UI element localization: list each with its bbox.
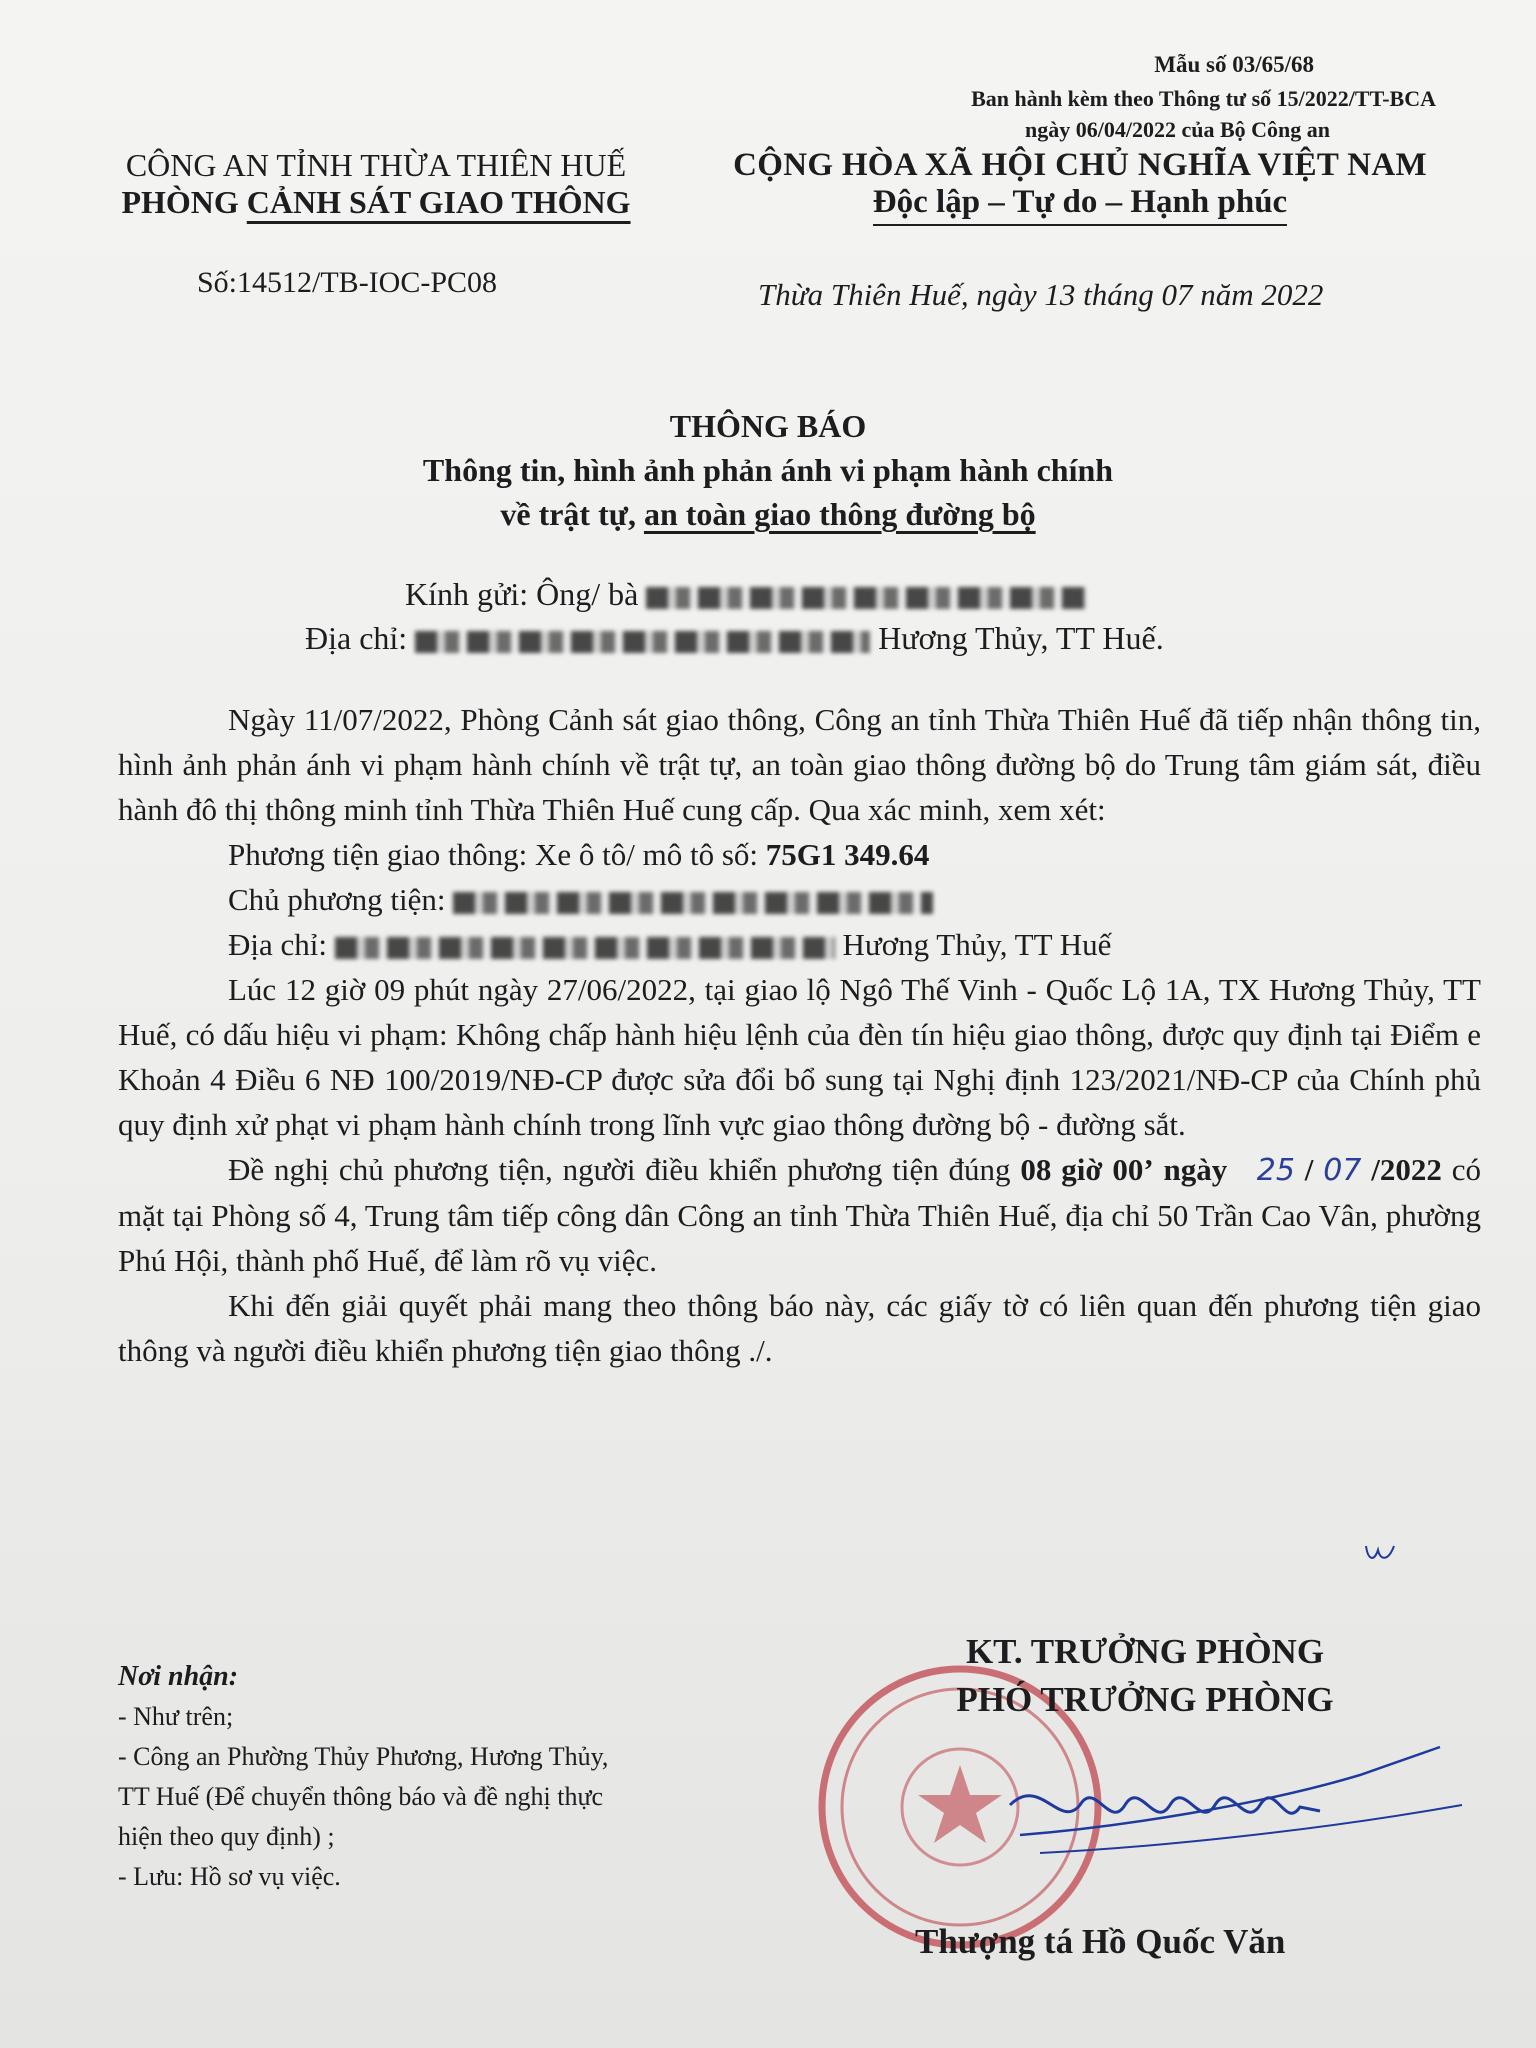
paragraph-summons: [118, 1147, 1481, 1283]
recipient-address-line: [305, 620, 1164, 657]
signer-title-2: PHÓ TRƯỞNG PHÒNG: [956, 1680, 1334, 1719]
recipient-address-tail: Hương Thủy, TT Huế.: [878, 620, 1164, 656]
nation-header: [700, 147, 1460, 221]
recipient-item: TT Huế (Để chuyển thông báo và đề nghị thực: [118, 1782, 604, 1811]
title-subject-2a: về trật tự,: [500, 496, 644, 532]
place-date: Thừa Thiên Huế, ngày 13 tháng 07 năm 2022: [758, 277, 1324, 312]
vehicle-label: Phương tiện giao thông: Xe ô tô/ mô tô số:: [228, 837, 766, 872]
summons-year: /2022: [1371, 1152, 1442, 1187]
recipient-item: - Như trên;: [118, 1702, 234, 1731]
agency-header: [86, 147, 666, 221]
signer-name: Thượng tá Hồ Quốc Văn: [915, 1922, 1286, 1961]
date-separator: /: [1294, 1152, 1324, 1187]
redacted-owner: [453, 892, 933, 914]
title-subject-2: [0, 492, 1536, 536]
summons-day-label: ngày: [1163, 1152, 1238, 1187]
agency-parent: CÔNG AN TỈNH THỪA THIÊN HUẾ: [125, 147, 627, 183]
recipient-label: Kính gửi: Ông/ bà: [405, 576, 639, 612]
dept-name: CẢNH SÁT GIAO THÔNG: [246, 184, 631, 220]
handwritten-day: 25: [1256, 1153, 1295, 1188]
owner-address-label: Địa chỉ:: [228, 927, 327, 962]
vehicle-plate: 75G1 349.64: [765, 837, 930, 872]
summons-intro: Đề nghị chủ phương tiện, người điều khiển phương tiện đúng: [228, 1152, 1021, 1187]
redacted-owner-address: [335, 937, 835, 959]
redacted-name: [646, 587, 1086, 609]
form-issued-date: ngày 06/04/2022 của Bộ Công an: [1025, 117, 1330, 142]
summons-time: 08 giờ 00’: [1020, 1152, 1154, 1187]
redacted-address: [415, 631, 870, 653]
nation-name: CỘNG HÒA XÃ HỘI CHỦ NGHĨA VIỆT NAM: [733, 147, 1427, 183]
notice-title: [0, 404, 1536, 536]
owner-label: Chủ phương tiện:: [228, 882, 446, 917]
form-issued-with: Ban hành kèm theo Thông tư số 15/2022/TT-BCA: [971, 86, 1436, 111]
vehicle-line: [118, 832, 1481, 877]
document-number: Số:14512/TB-IOC-PC08: [197, 266, 498, 299]
title-subject: Thông tin, hình ảnh phản ánh vi phạm hành chính: [422, 452, 1114, 488]
recipient-address-label: Địa chỉ:: [305, 620, 408, 656]
nation-motto: [700, 184, 1460, 221]
motto-text: Độc lập – Tự do – Hạnh phúc: [873, 184, 1287, 226]
notice-body: [118, 697, 1481, 1373]
recipient-line: [405, 576, 1086, 613]
title-subject-2b: an toàn giao thông đường bộ: [643, 496, 1036, 532]
owner-address-tail: Hương Thủy, TT Huế: [842, 927, 1112, 962]
agency-department: [86, 184, 666, 221]
handwritten-initial-icon: [1362, 1538, 1398, 1568]
signature-icon: [1000, 1735, 1470, 1885]
recipient-item: hiện theo quy định) ;: [118, 1822, 335, 1851]
paragraph-violation: Lúc 12 giờ 09 phút ngày 27/06/2022, tại giao lộ Ngô Thế Vinh - Quốc Lộ 1A, TX Hương Thủy, TT Huế, có dấu hiệu vi phạm: Không chấp hành hiệu lệnh của đèn tín hiệu giao thông, được quy định tại Điểm e Khoản 4 Điều 6 NĐ 100/2019/NĐ-CP được sửa đổi bổ sung tại Nghị định 123/2021/NĐ-CP của Chính phủ quy định xử phạt vi phạm hành chính trong lĩnh vực giao thông đường bộ - đường sắt.: [118, 972, 1481, 1142]
recipients-list: [118, 1657, 608, 1897]
owner-address-line: [118, 922, 1481, 967]
recipients-heading: Nơi nhận:: [118, 1661, 239, 1692]
recipient-item: - Lưu: Hồ sơ vụ việc.: [118, 1862, 341, 1891]
signer-title-1: KT. TRƯỞNG PHÒNG: [965, 1632, 1325, 1671]
dept-prefix: PHÒNG: [121, 184, 247, 220]
title-main: THÔNG BÁO: [669, 408, 867, 444]
paragraph-requirements: Khi đến giải quyết phải mang theo thông báo này, các giấy tờ có liên quan đến phương tiện giao thông và người điều khiển phương tiện giao thông ./.: [118, 1288, 1481, 1368]
handwritten-month: 07: [1323, 1153, 1362, 1188]
form-number: Mẫu số 03/65/68: [1154, 52, 1314, 77]
recipient-item: - Công an Phường Thủy Phương, Hương Thủy,: [118, 1742, 609, 1771]
owner-line: [118, 877, 1481, 922]
paragraph-received: Ngày 11/07/2022, Phòng Cảnh sát giao thông, Công an tỉnh Thừa Thiên Huế đã tiếp nhận thông tin, hình ảnh phản ánh vi phạm hành chính về trật tự, an toàn giao thông đường bộ do Trung tâm giám sát, điều hành đô thị thông minh tỉnh Thừa Thiên Huế cung cấp. Qua xác minh, xem xét:: [118, 702, 1481, 827]
summons-location: có mặt tại Phòng số 4, Trung tâm tiếp công dân Công an tỉnh Thừa Thiên Huế, địa chỉ 50 Trần Cao Vân, phường Phú Hội, thành phố Huế, để làm rõ vụ việc.: [118, 1152, 1482, 1278]
